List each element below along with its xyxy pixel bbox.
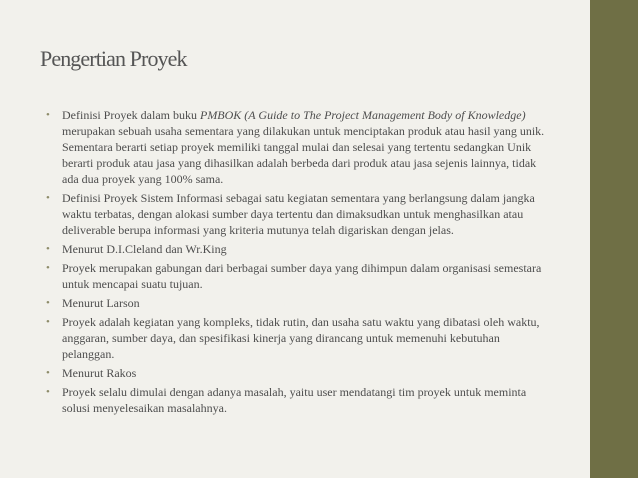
bullet-icon: • [46, 109, 50, 121]
bullet-item [45, 260, 545, 292]
bullet-item [45, 314, 545, 362]
bullet-item [45, 107, 545, 187]
bullet-text: Menurut D.I.Cleland dan Wr.King [62, 242, 227, 256]
bullet-icon: • [46, 192, 50, 204]
bullet-text-lead: Definisi Proyek dalam buku [62, 108, 200, 122]
bullet-text: Proyek merupakan gabungan dari berbagai sumber daya yang dihimpun dalam organisasi semestara untuk mencapai suatu tujuan. [62, 261, 542, 291]
bullet-text-rest: merupakan sebuah usaha sementara yang dilakukan untuk menciptakan produk atau hasil yang unik. Sementara berarti setiap proyek memiliki tanggal mulai dan selesai yang tertentu sedangkan Unik berarti produk atau jasa yang dihasilkan adalah berbeda dari produk atau jasa sejenis lainnya, tidak ada dua proyek yang 100% sama. [62, 124, 545, 186]
accent-side-bar [590, 0, 638, 478]
bullet-item [45, 241, 545, 257]
bullet-item [45, 295, 545, 311]
bullet-icon: • [46, 297, 50, 309]
book-title-italic: PMBOK (A Guide to The Project Management Body of Knowledge) [199, 108, 526, 122]
bullet-text: Proyek adalah kegiatan yang kompleks, tidak rutin, dan usaha satu waktu yang dibatasi oleh waktu, anggaran, sumber daya, dan spesifikasi kinerja yang dirancang untuk memenuhi kebutuhan pelanggan. [62, 315, 540, 361]
bullet-text: Definisi Proyek Sistem Informasi sebagai satu kegiatan sementara yang berlangsung dalam jangka waktu terbatas, dengan alokasi sumber daya tertentu dan dimaksudkan untuk menghasilkan atau deliverable berupa informasi yang kriteria mutunya telah digariskan dengan jelas. [62, 191, 535, 237]
bullet-text: Menurut Larson [62, 296, 140, 310]
bullet-icon: • [46, 243, 50, 255]
bullet-list [45, 107, 545, 419]
slide-title: Pengertian Proyek [40, 46, 187, 71]
bullet-item [45, 365, 545, 381]
bullet-icon: • [46, 367, 50, 379]
bullet-icon: • [46, 386, 50, 398]
bullet-icon: • [46, 316, 50, 328]
bullet-item [45, 190, 545, 238]
bullet-text: Proyek selalu dimulai dengan adanya masalah, yaitu user mendatangi tim proyek untuk meminta solusi menyelesaikan masalahnya. [62, 385, 527, 415]
bullet-item [45, 384, 545, 416]
bullet-text: Menurut Rakos [62, 366, 137, 380]
bullet-icon: • [46, 262, 50, 274]
